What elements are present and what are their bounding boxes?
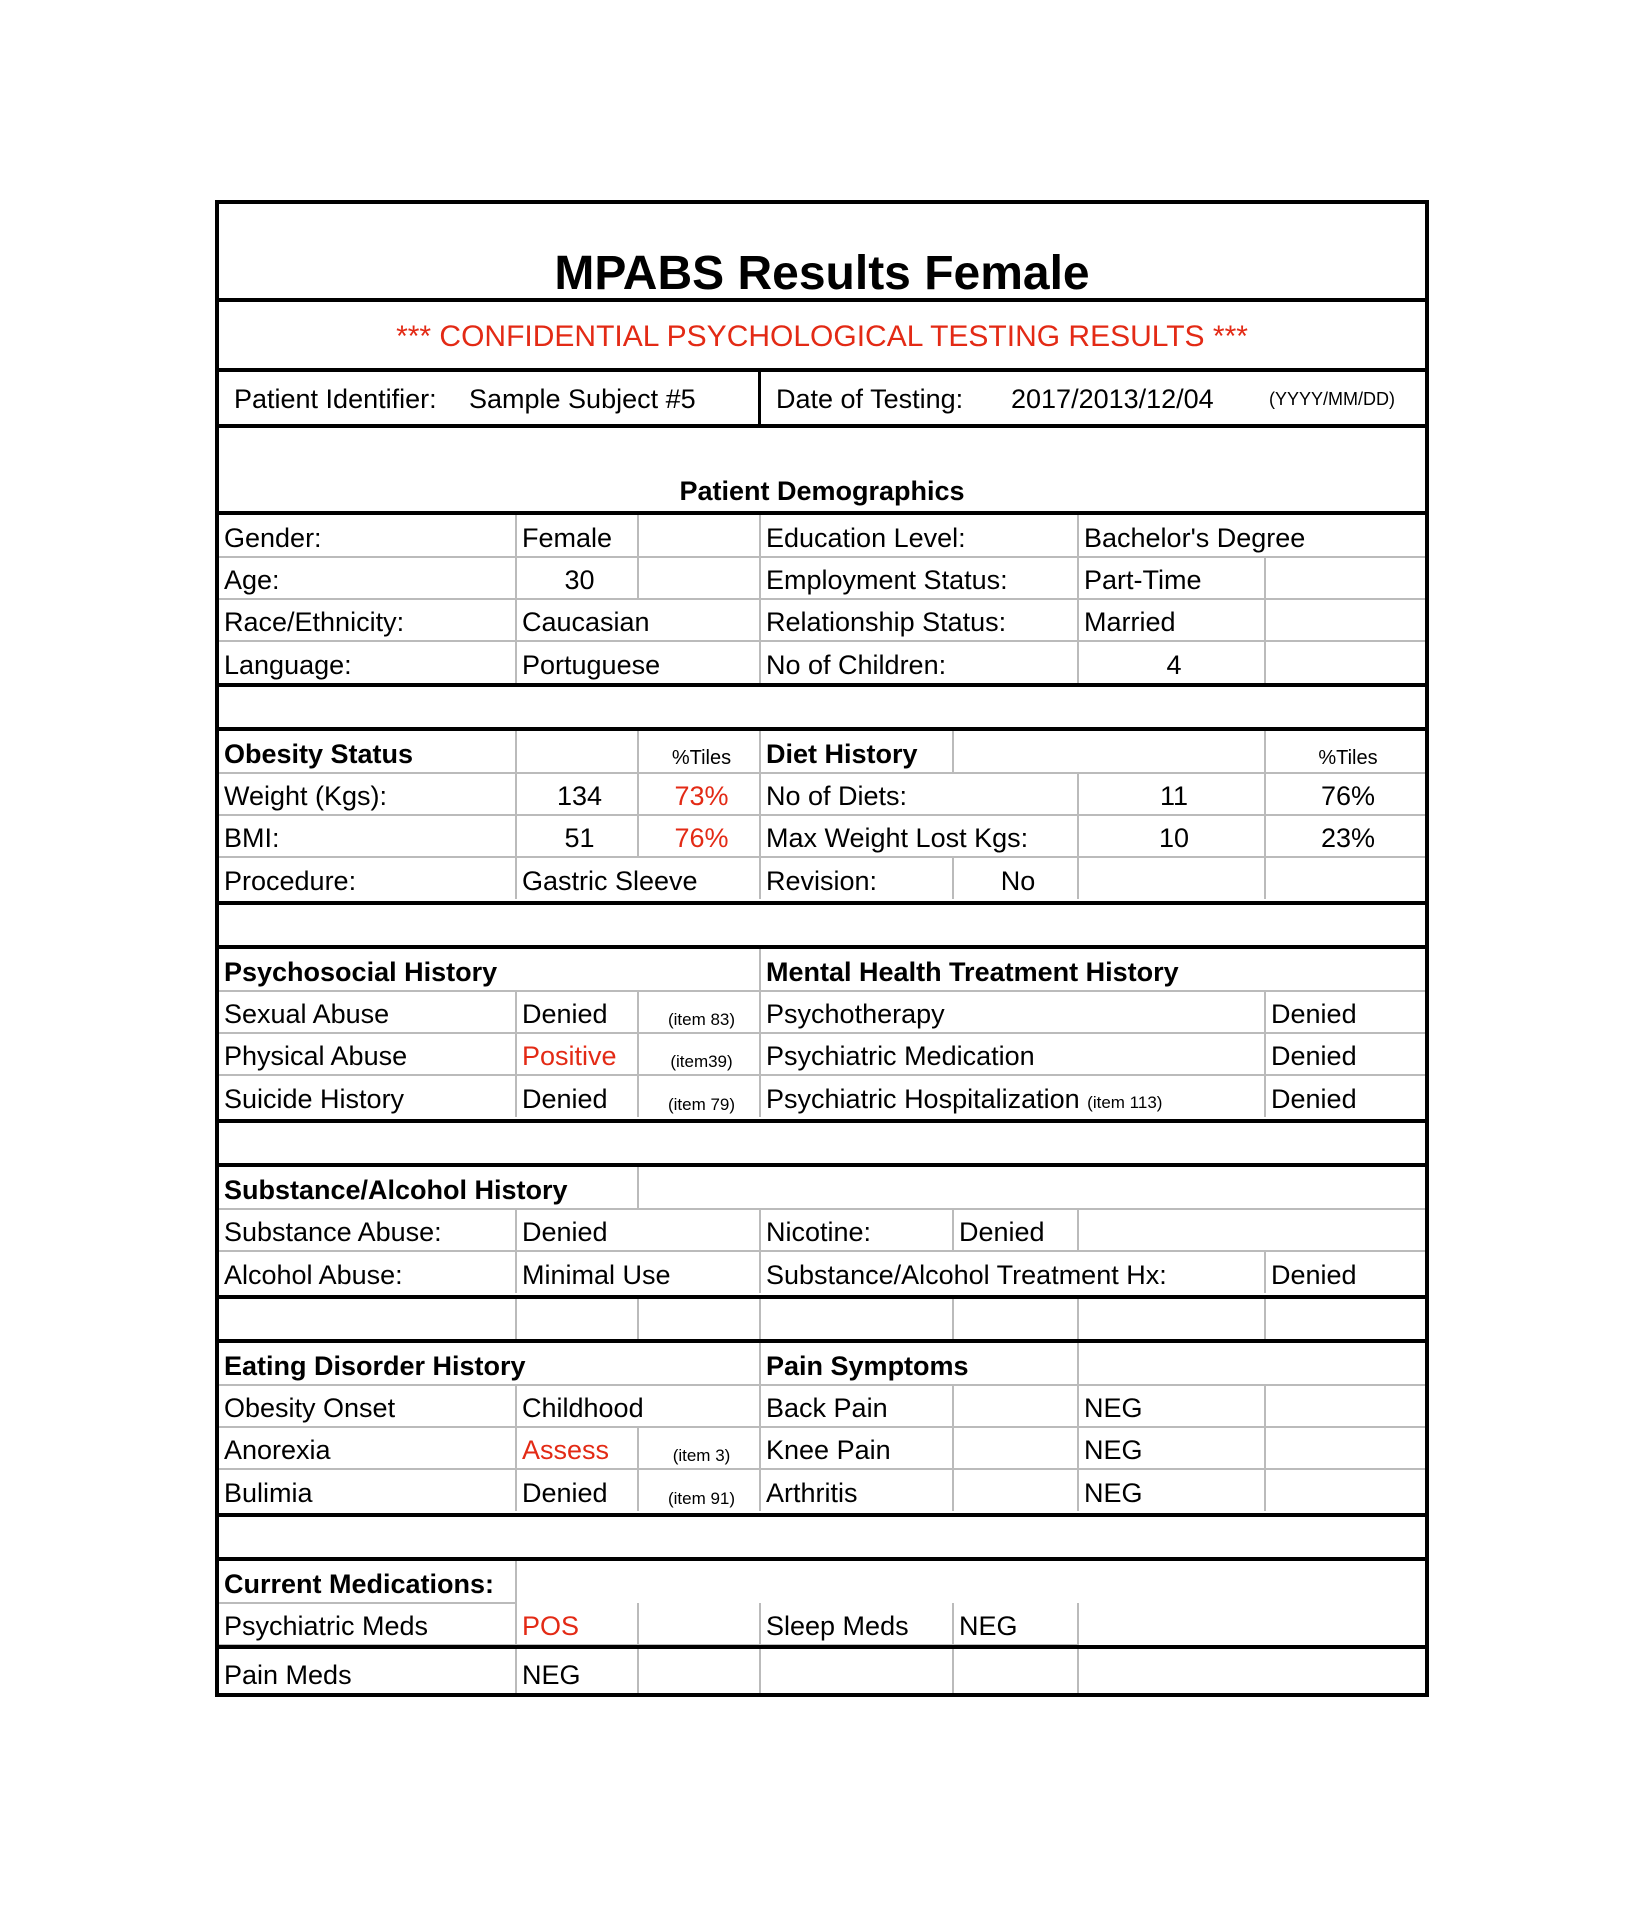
maxlost-label: Max Weight Lost Kgs: xyxy=(760,815,1078,857)
empty-cell xyxy=(1078,1209,1425,1251)
empty-cell xyxy=(1265,1299,1425,1341)
mental-health-heading: Mental Health Treatment History xyxy=(760,949,1425,991)
empty-cell xyxy=(1078,1649,1425,1693)
bmi-label: BMI: xyxy=(219,815,516,857)
empty-cell xyxy=(953,1649,1078,1693)
relationship-label: Relationship Status: xyxy=(760,599,1078,641)
weight-label: Weight (Kgs): xyxy=(219,773,516,815)
empty-cell xyxy=(1265,599,1425,641)
table-row xyxy=(219,1075,1425,1117)
onset-label: Obesity Onset xyxy=(219,1385,516,1427)
physical-abuse-item: (item39) xyxy=(638,1033,760,1075)
empty-cell xyxy=(760,1649,953,1693)
substance-heading: Substance/Alcohol History xyxy=(219,1167,638,1209)
psychosocial-table xyxy=(219,949,1425,1117)
revision-value: No xyxy=(953,857,1078,899)
pain-meds-value: NEG xyxy=(516,1649,638,1693)
substance-table xyxy=(219,1167,1425,1293)
obesity-diet-table xyxy=(219,731,1425,899)
hospitalization-item: (item 113) xyxy=(1087,1093,1163,1112)
table-row xyxy=(219,1251,1425,1293)
empty-cell xyxy=(760,1299,953,1341)
pain-heading: Pain Symptoms xyxy=(760,1343,1078,1385)
psychosocial-heading: Psychosocial History xyxy=(219,949,760,991)
demographics-heading: Patient Demographics xyxy=(679,476,965,506)
empty-cell xyxy=(953,731,1265,773)
bmi-value: 51 xyxy=(516,815,638,857)
substance-abuse-label: Substance Abuse: xyxy=(219,1209,516,1251)
empty-cell xyxy=(638,557,760,599)
anorexia-value: Assess xyxy=(516,1427,638,1469)
bulimia-item: (item 91) xyxy=(638,1469,760,1511)
table-row xyxy=(219,1167,1425,1209)
section-rule xyxy=(219,1513,1425,1517)
maxlost-value: 10 xyxy=(1078,815,1265,857)
patient-id-value: Sample Subject #5 xyxy=(469,384,696,414)
table-row xyxy=(219,1385,1425,1427)
empty-cell xyxy=(953,1427,1078,1469)
patient-id-label: Patient Identifier: xyxy=(234,384,437,414)
table-row xyxy=(219,1561,1425,1603)
maxlost-percentile: 23% xyxy=(1265,815,1425,857)
treatment-value: Denied xyxy=(1271,1260,1357,1290)
table-row xyxy=(219,1209,1425,1251)
education-value: Bachelor's Degree xyxy=(1078,515,1425,557)
empty-cell xyxy=(638,1603,760,1645)
table-row xyxy=(219,1469,1425,1511)
onset-value: Childhood xyxy=(516,1385,760,1427)
back-pain-label: Back Pain xyxy=(760,1385,953,1427)
obesity-tiles-header: %Tiles xyxy=(638,731,760,773)
date-label: Date of Testing: xyxy=(776,384,964,414)
table-row xyxy=(219,1427,1425,1469)
employment-label: Employment Status: xyxy=(760,557,1078,599)
spacer-row xyxy=(219,1299,1425,1341)
sexual-abuse-label: Sexual Abuse xyxy=(219,991,516,1033)
empty-cell xyxy=(1265,1427,1425,1469)
bulimia-label: Bulimia xyxy=(219,1469,516,1511)
medications-table xyxy=(219,1561,1425,1646)
empty-cell xyxy=(1265,1469,1425,1511)
section-rule xyxy=(219,901,1425,905)
table-row xyxy=(219,641,1425,683)
psychotherapy-value: Denied xyxy=(1265,991,1425,1033)
children-label: No of Children: xyxy=(760,641,1078,683)
empty-cell xyxy=(1078,1603,1425,1645)
nicotine-label: Nicotine: xyxy=(760,1209,953,1251)
table-row xyxy=(219,515,1425,557)
demographics-table xyxy=(219,515,1425,683)
hospitalization-label: Psychiatric Hospitalization xyxy=(766,1084,1080,1114)
date-format-hint: (YYYY/MM/DD) xyxy=(1269,389,1395,409)
table-row xyxy=(219,1033,1425,1075)
sexual-abuse-item: (item 83) xyxy=(638,991,760,1033)
table-row xyxy=(219,1343,1425,1385)
procedure-label: Procedure: xyxy=(219,857,516,899)
sexual-abuse-value: Denied xyxy=(516,991,638,1033)
psych-meds-label: Psychiatric Meds xyxy=(219,1603,516,1645)
table-row xyxy=(219,815,1425,857)
empty-cell xyxy=(953,1385,1078,1427)
suicide-history-value: Denied xyxy=(516,1075,638,1117)
empty-cell xyxy=(1078,1299,1265,1341)
medications-table-2 xyxy=(219,1649,1425,1693)
sleep-meds-value: NEG xyxy=(953,1603,1078,1645)
age-label: Age: xyxy=(219,557,516,599)
empty-cell xyxy=(953,1469,1078,1511)
eating-pain-table xyxy=(219,1343,1425,1511)
table-row xyxy=(219,731,1425,773)
bulimia-value: Denied xyxy=(516,1469,638,1511)
empty-cell xyxy=(516,1299,638,1341)
language-value: Portuguese xyxy=(516,641,760,683)
table-row xyxy=(219,991,1425,1033)
revision-label: Revision: xyxy=(760,857,953,899)
gender-label: Gender: xyxy=(219,515,516,557)
treatment-label: Substance/Alcohol Treatment Hx: xyxy=(760,1251,1265,1293)
children-value: 4 xyxy=(1078,641,1265,683)
empty-cell xyxy=(219,1299,516,1341)
diets-label: No of Diets: xyxy=(760,773,1078,815)
medication-label: Psychiatric Medication xyxy=(760,1033,1265,1075)
table-row xyxy=(219,599,1425,641)
physical-abuse-label: Physical Abuse xyxy=(219,1033,516,1075)
table-row xyxy=(219,949,1425,991)
nicotine-value: Denied xyxy=(953,1209,1078,1251)
employment-value: Part-Time xyxy=(1078,557,1265,599)
empty-cell xyxy=(638,1299,760,1341)
eating-heading: Eating Disorder History xyxy=(219,1343,760,1385)
weight-percentile: 73% xyxy=(638,773,760,815)
empty-cell xyxy=(953,1299,1078,1341)
substance-abuse-value: Denied xyxy=(516,1209,760,1251)
patient-row-divider xyxy=(758,372,761,424)
confidential-banner: *** CONFIDENTIAL PSYCHOLOGICAL TESTING RESULTS *** xyxy=(219,302,1425,372)
date-value: 2017/2013/12/04 xyxy=(1011,384,1214,414)
race-label: Race/Ethnicity: xyxy=(219,599,516,641)
empty-cell xyxy=(638,1167,1425,1209)
suicide-history-item: (item 79) xyxy=(638,1075,760,1117)
suicide-history-label: Suicide History xyxy=(219,1075,516,1117)
alcohol-abuse-value: Minimal Use xyxy=(516,1251,760,1293)
empty-cell xyxy=(638,1649,760,1693)
empty-cell xyxy=(638,515,760,557)
psychotherapy-label: Psychotherapy xyxy=(760,991,1265,1033)
alcohol-abuse-label: Alcohol Abuse: xyxy=(219,1251,516,1293)
empty-cell xyxy=(1078,1343,1425,1385)
back-pain-value: NEG xyxy=(1078,1385,1265,1427)
hospitalization-cell xyxy=(760,1075,1265,1117)
physical-abuse-value: Positive xyxy=(516,1033,638,1075)
section-rule xyxy=(219,683,1425,687)
relationship-value: Married xyxy=(1078,599,1265,641)
diet-heading: Diet History xyxy=(760,731,953,773)
table-row xyxy=(219,557,1425,599)
anorexia-item: (item 3) xyxy=(638,1427,760,1469)
table-row xyxy=(219,1603,1425,1645)
procedure-value: Gastric Sleeve xyxy=(516,857,760,899)
diet-tiles-header: %Tiles xyxy=(1265,731,1425,773)
empty-cell xyxy=(516,1561,1425,1603)
age-value: 30 xyxy=(516,557,638,599)
results-form xyxy=(215,200,1429,1697)
table-row xyxy=(219,1299,1425,1341)
arthritis-label: Arthritis xyxy=(760,1469,953,1511)
patient-info-row xyxy=(219,372,1425,428)
obesity-heading: Obesity Status xyxy=(219,731,516,773)
empty-cell xyxy=(1265,641,1425,683)
race-value: Caucasian xyxy=(516,599,760,641)
sleep-meds-label: Sleep Meds xyxy=(760,1603,953,1645)
hospitalization-value: Denied xyxy=(1271,1084,1357,1114)
table-row xyxy=(219,773,1425,815)
gender-value: Female xyxy=(516,515,638,557)
empty-cell xyxy=(1265,857,1425,899)
empty-cell xyxy=(1078,857,1265,899)
knee-pain-label: Knee Pain xyxy=(760,1427,953,1469)
language-label: Language: xyxy=(219,641,516,683)
diets-percentile: 76% xyxy=(1265,773,1425,815)
empty-cell xyxy=(516,731,638,773)
empty-cell xyxy=(1265,557,1425,599)
knee-pain-value: NEG xyxy=(1078,1427,1265,1469)
education-label: Education Level: xyxy=(760,515,1078,557)
demographics-heading-band xyxy=(219,428,1425,515)
bmi-percentile: 76% xyxy=(638,815,760,857)
pain-meds-label: Pain Meds xyxy=(219,1649,516,1693)
anorexia-label: Anorexia xyxy=(219,1427,516,1469)
arthritis-value: NEG xyxy=(1078,1469,1265,1511)
medication-value: Denied xyxy=(1265,1033,1425,1075)
table-row xyxy=(219,1649,1425,1693)
title-bar xyxy=(219,204,1425,302)
psych-meds-value: POS xyxy=(516,1603,638,1645)
medications-heading: Current Medications: xyxy=(219,1561,516,1603)
table-row xyxy=(219,857,1425,899)
page-title: MPABS Results Female xyxy=(554,247,1090,300)
empty-cell xyxy=(1265,1385,1425,1427)
weight-value: 134 xyxy=(516,773,638,815)
diets-value: 11 xyxy=(1078,773,1265,815)
section-rule xyxy=(219,1119,1425,1123)
